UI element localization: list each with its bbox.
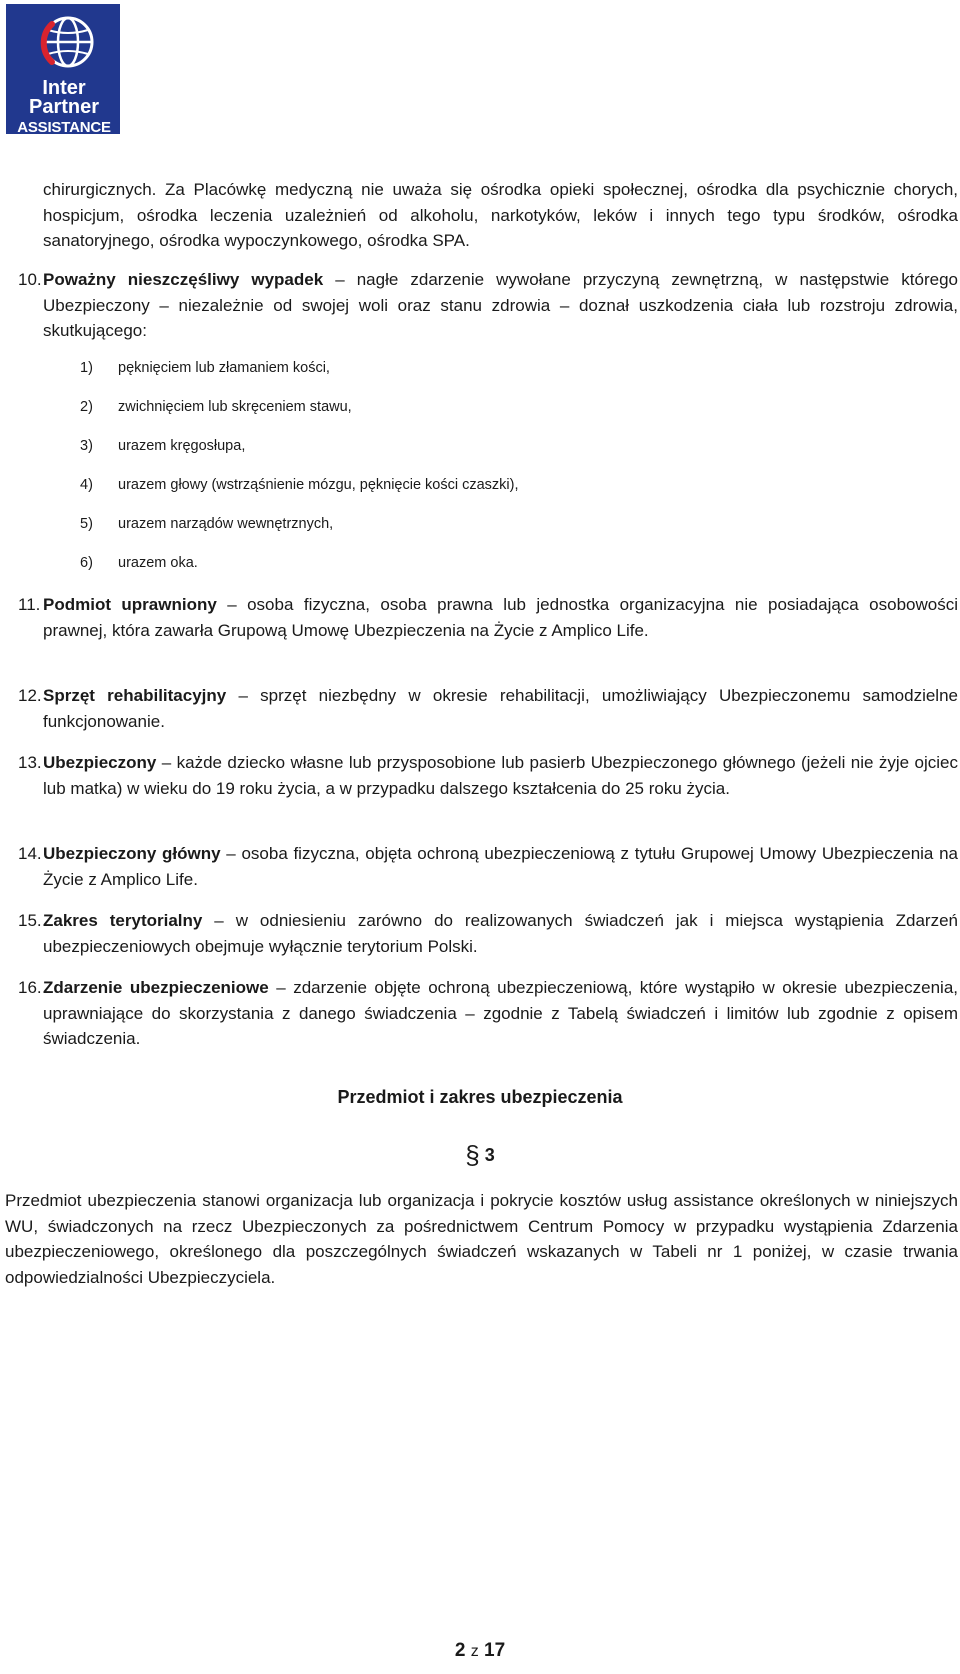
definition-term: Zakres terytorialny: [43, 911, 203, 930]
page-separator: z: [470, 1643, 479, 1660]
globe-icon: [30, 12, 96, 72]
definition-term: Zdarzenie ubezpieczeniowe: [43, 978, 269, 997]
definition-item-12: [18, 683, 958, 734]
section-paragraph: Przedmiot ubezpieczenia stanowi organizacja lub organizacja i pokrycie kosztów usług assistance określonych w niniejszych WU, świadczonych na rzecz Ubezpieczonych za pośrednictwem Centrum Pomocy w przypadku wystąpienia Zdarzenia ubezpieczeniowego, określonego dla poszczególnych świadczeń wskazanych w Tabeli nr 1 poniżej, w czasie trwania odpowiedzialności Ubezpieczyciela.: [5, 1191, 958, 1287]
definition-number: 10.: [18, 270, 42, 289]
definition-term: Poważny nieszczęśliwy wypadek: [43, 270, 324, 289]
definition-term: Ubezpieczony: [43, 753, 157, 772]
section-number: [0, 1140, 960, 1171]
definition-item-11: [18, 592, 958, 643]
list-item: 4) urazem głowy (wstrząśnienie mózgu, pęknięcie kości czaszki),: [80, 477, 519, 493]
definition-text: – nagłe zdarzenie wywołane przyczyną zewnętrzną, w następstwie którego Ubezpieczony – niezależnie od swojej woli oraz stanu zdrowia – doznał uszkodzenia ciała lub rozstroju zdrowia, skutkującego:: [43, 270, 958, 340]
page-current: 2: [454, 1640, 466, 1661]
definition-term: Ubezpieczony główny: [43, 844, 221, 863]
section-heading: Przedmiot i zakres ubezpieczenia: [337, 1087, 623, 1107]
definition-text: – osoba fizyczna, objęta ochroną ubezpieczeniową z tytułu Grupowej Umowy Ubezpieczenia na Życie z Amplico Life.: [43, 844, 958, 889]
definition-text: – w odniesieniu zarówno do realizowanych świadczeń jak i miejsca wystąpienia Zdarzeń ubezpieczeniowych obejmuje wyłącznie terytorium Polski.: [43, 911, 958, 956]
definition-number: 14.: [18, 844, 42, 863]
definition-item-15: [18, 908, 958, 959]
definition-text: – osoba fizyczna, osoba prawna lub jednostka organizacyjna nie posiadająca osobowości prawnej, która zawarła Grupową Umowę Ubezpieczenia na Życie z Amplico Life.: [43, 595, 958, 640]
intro-paragraph: chirurgicznych. Za Placówkę medyczną nie uważa się ośrodka opieki społecznej, ośrodka dla psychicznie chorych, hospicjum, ośrodka leczenia uzależnień od alkoholu, narkotyków, leków i innych tego typu środków, ośrodka sanatoryjnego, ośrodka wypoczynkowego, ośrodka SPA.: [43, 180, 958, 250]
definition-number: 13.: [18, 753, 42, 772]
page-number: [0, 1640, 960, 1662]
definition-number: 11.: [18, 595, 41, 614]
company-logo: [6, 4, 120, 134]
definition-term: Podmiot uprawniony: [43, 595, 217, 614]
definition-item-14: [18, 841, 958, 892]
section-symbol: §: [465, 1140, 480, 1170]
list-item: 3) urazem kręgosłupa,: [80, 438, 246, 454]
list-item: 5) urazem narządów wewnętrznych,: [80, 516, 334, 532]
logo-line-2: Partner: [28, 96, 100, 118]
section-number-value: 3: [484, 1145, 495, 1165]
definition-text: – każde dziecko własne lub przysposobione lub pasierb Ubezpieczonego głównego (jeżeli nie żyje ojciec lub matka) w wieku do 19 roku życia, a w przypadku dalszego kształcenia do 25 roku życia.: [43, 753, 958, 798]
logo-line-1: Inter: [42, 77, 86, 99]
list-item: 6) urazem oka.: [80, 555, 198, 571]
logo-line-3: ASSISTANCE: [17, 119, 111, 136]
definition-item-16: [18, 975, 958, 1052]
definition-text: – zdarzenie objęte ochroną ubezpieczeniową, które wystąpiło w okresie ubezpieczenia, uprawniające do skorzystania z danego świadczenia – zgodnie z Tabelą świadczeń i limitów lub zgodnie z opisem świadczenia.: [43, 978, 959, 1048]
definition-number: 16.: [18, 978, 42, 997]
definition-item-13: [18, 750, 958, 801]
definition-number: 15.: [18, 911, 42, 930]
definition-term: Sprzęt rehabilitacyjny: [43, 686, 227, 705]
definition-number: 12.: [18, 686, 42, 705]
definition-text: – sprzęt niezbędny w okresie rehabilitacji, umożliwiający Ubezpieczonemu samodzielne funkcjonowanie.: [43, 686, 958, 731]
list-item: 2) zwichnięciem lub skręceniem stawu,: [80, 399, 352, 415]
definition-item-10: [18, 267, 958, 344]
page-total: 17: [484, 1640, 506, 1661]
list-item: 1) pęknięciem lub złamaniem kości,: [80, 360, 330, 376]
